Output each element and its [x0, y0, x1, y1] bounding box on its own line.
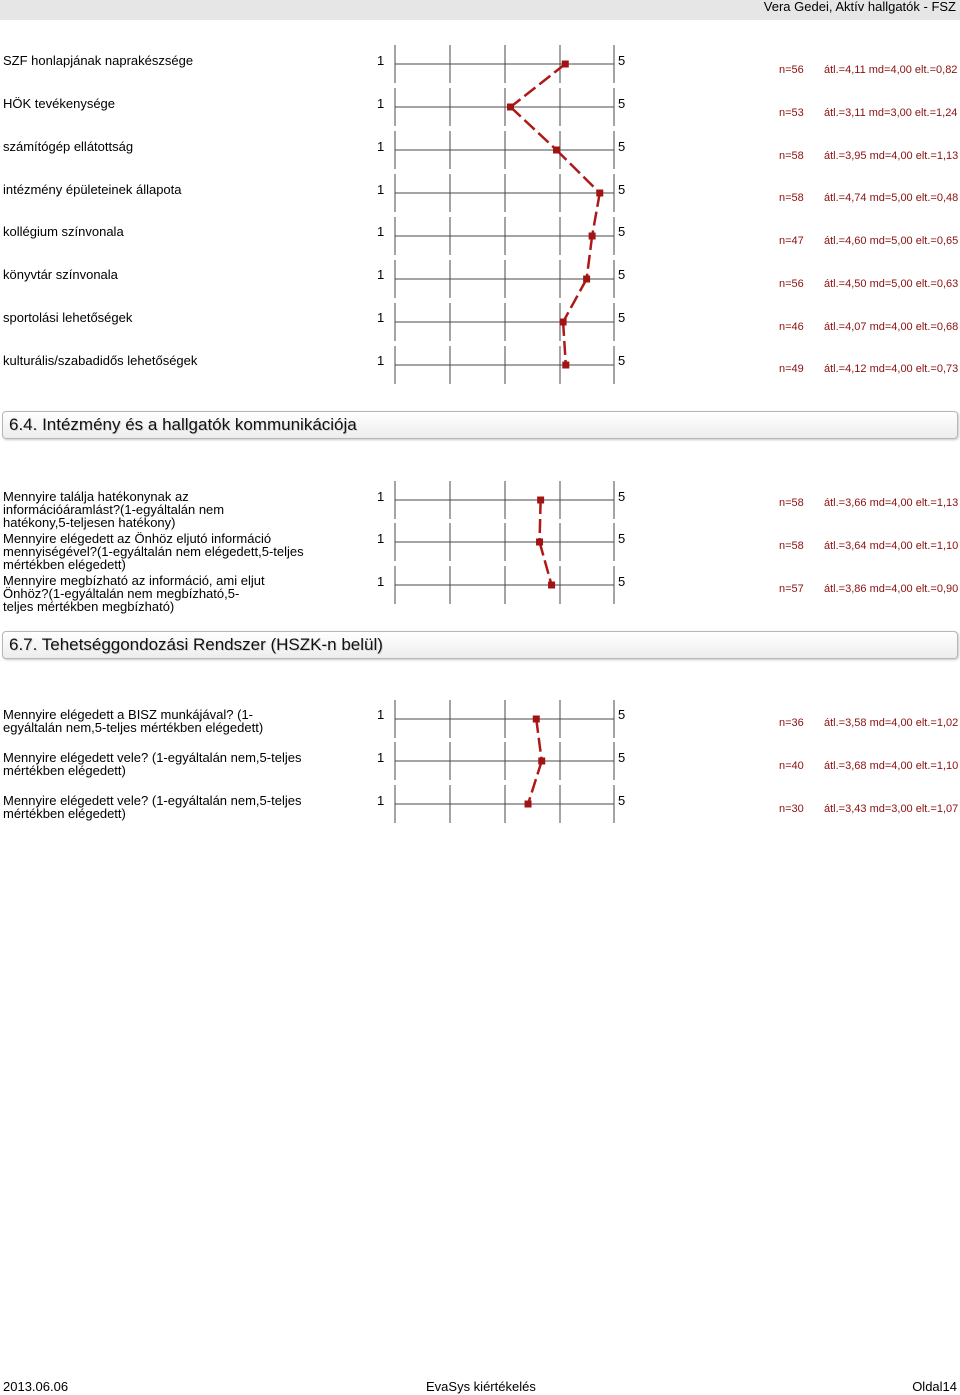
item-n: n=53 [779, 107, 804, 119]
mean-marker [537, 497, 544, 504]
scale-max-label: 5 [618, 574, 626, 589]
mean-marker [553, 147, 560, 154]
scale-max-label: 5 [618, 139, 626, 154]
scale-max-label: 5 [618, 793, 626, 808]
scale-min-label: 1 [377, 793, 385, 808]
mean-marker [533, 716, 540, 723]
item-stats: átl.=4,07 md=4,00 elt.=0,68 [824, 321, 959, 333]
scale-min-label: 1 [377, 53, 385, 68]
profile-line-segment [528, 761, 542, 804]
item-label: Mennyire elégedett az Önhöz eljutó információ mennyiségével?(1-egyáltalán nem elégedett,5-teljes mértékben elégedett) [3, 531, 304, 572]
item-label: Mennyire elégedett vele? (1-egyáltalán nem,5-teljes mértékben elégedett) [3, 750, 302, 778]
mean-marker [562, 362, 569, 369]
profile-line-segment [540, 542, 552, 585]
item-stats: átl.=3,11 md=3,00 elt.=1,24 [824, 107, 958, 119]
scale-max-label: 5 [618, 489, 626, 504]
item-stats: átl.=4,60 md=5,00 elt.=0,65 [824, 235, 959, 247]
item-n: n=56 [779, 64, 804, 76]
scale-min-label: 1 [377, 353, 385, 368]
scale-max-label: 5 [618, 750, 626, 765]
scale-min-label: 1 [377, 224, 385, 239]
scale-min-label: 1 [377, 139, 385, 154]
item-stats: átl.=4,50 md=5,00 elt.=0,63 [824, 278, 959, 290]
profile-line-segment [587, 236, 592, 279]
mean-marker [560, 319, 567, 326]
item-stats: átl.=4,12 md=4,00 elt.=0,73 [824, 363, 959, 375]
item-stats: átl.=4,11 md=4,00 elt.=0,82 [824, 64, 958, 76]
mean-marker [525, 801, 532, 808]
item-stats: átl.=3,64 md=4,00 elt.=1,10 [824, 540, 959, 552]
item-n: n=36 [779, 717, 804, 729]
mean-marker [596, 190, 603, 197]
scale-max-label: 5 [618, 53, 626, 68]
section-title: 6.7. Tehetséggondozási Rendszer (HSZK-n belül) [9, 635, 383, 654]
mean-marker [562, 61, 569, 68]
mean-marker [589, 233, 596, 240]
item-label: Mennyire megbízható az információ, ami eljut Önhöz?(1-egyáltalán nem megbízható,5- teljes mértékben megbízható) [3, 573, 265, 614]
scale-min-label: 1 [377, 267, 385, 282]
item-n: n=58 [779, 150, 804, 162]
mean-marker [507, 104, 514, 111]
item-n: n=58 [779, 540, 804, 552]
mean-marker [538, 758, 545, 765]
section-title: 6.4. Intézmény és a hallgatók kommunikációja [9, 415, 357, 434]
profile-line-segment [536, 719, 541, 761]
item-n: n=56 [779, 278, 804, 290]
scale-min-label: 1 [377, 96, 385, 111]
item-n: n=58 [779, 497, 804, 509]
item-label: Mennyire elégedett vele? (1-egyáltalán nem,5-teljes mértékben elégedett) [3, 793, 302, 821]
item-label: HÖK tevékenysége [3, 96, 116, 111]
scale-max-label: 5 [618, 224, 626, 239]
scale-max-label: 5 [618, 531, 626, 546]
item-stats: átl.=3,43 md=3,00 elt.=1,07 [824, 803, 959, 815]
profile-line-segment [511, 107, 557, 150]
scale-max-label: 5 [618, 707, 626, 722]
profile-line-segment [563, 279, 587, 322]
mean-marker [548, 582, 555, 589]
item-label: Mennyire találja hatékonynak az információáramlást?(1-egyáltalán nem hatékony,5-teljesen hatékony) [3, 489, 225, 530]
item-n: n=47 [779, 235, 804, 247]
item-n: n=57 [779, 583, 804, 595]
item-n: n=58 [779, 192, 804, 204]
profile-line-segment [511, 64, 566, 107]
footer-center: EvaSys kiértékelés [426, 1379, 536, 1394]
scale-min-label: 1 [377, 574, 385, 589]
item-stats: átl.=3,86 md=4,00 elt.=0,90 [824, 583, 959, 595]
scale-max-label: 5 [618, 182, 626, 197]
item-n: n=40 [779, 760, 804, 772]
profile-line-segment [540, 500, 541, 542]
item-label: kulturális/szabadidős lehetőségek [3, 353, 198, 368]
mean-marker [583, 276, 590, 283]
item-stats: átl.=3,68 md=4,00 elt.=1,10 [824, 760, 959, 772]
item-label: könyvtár színvonala [3, 267, 118, 282]
item-label: intézmény épületeinek állapota [3, 182, 182, 197]
footer-page: Oldal14 [912, 1379, 957, 1394]
scale-min-label: 1 [377, 531, 385, 546]
profile-line-segment [557, 150, 600, 193]
item-stats: átl.=3,58 md=4,00 elt.=1,02 [824, 717, 959, 729]
scale-min-label: 1 [377, 707, 385, 722]
scale-max-label: 5 [618, 267, 626, 282]
item-n: n=49 [779, 363, 804, 375]
profile-line-segment [563, 322, 566, 365]
item-label: SZF honlapjának naprakészsége [3, 53, 194, 68]
scale-max-label: 5 [618, 310, 626, 325]
header-title: Vera Gedei, Aktív hallgatók - FSZ [763, 0, 956, 14]
item-n: n=46 [779, 321, 804, 333]
item-label: sportolási lehetőségek [3, 310, 133, 325]
item-label: Mennyire elégedett a BISZ munkájával? (1-egyáltalán nem,5-teljes mértékben elégedett) [3, 707, 264, 735]
item-label: kollégium színvonala [3, 224, 124, 239]
item-stats: átl.=3,66 md=4,00 elt.=1,13 [824, 497, 959, 509]
scale-max-label: 5 [618, 353, 626, 368]
item-stats: átl.=4,74 md=5,00 elt.=0,48 [824, 192, 959, 204]
scale-min-label: 1 [377, 182, 385, 197]
scale-max-label: 5 [618, 96, 626, 111]
item-stats: átl.=3,95 md=4,00 elt.=1,13 [824, 150, 959, 162]
scale-min-label: 1 [377, 310, 385, 325]
item-n: n=30 [779, 803, 804, 815]
mean-marker [536, 539, 543, 546]
footer-date: 2013.06.06 [3, 1379, 69, 1394]
profile-line-segment [592, 193, 600, 236]
scale-min-label: 1 [377, 750, 385, 765]
item-label: számítógép ellátottság [3, 139, 134, 154]
scale-min-label: 1 [377, 489, 385, 504]
